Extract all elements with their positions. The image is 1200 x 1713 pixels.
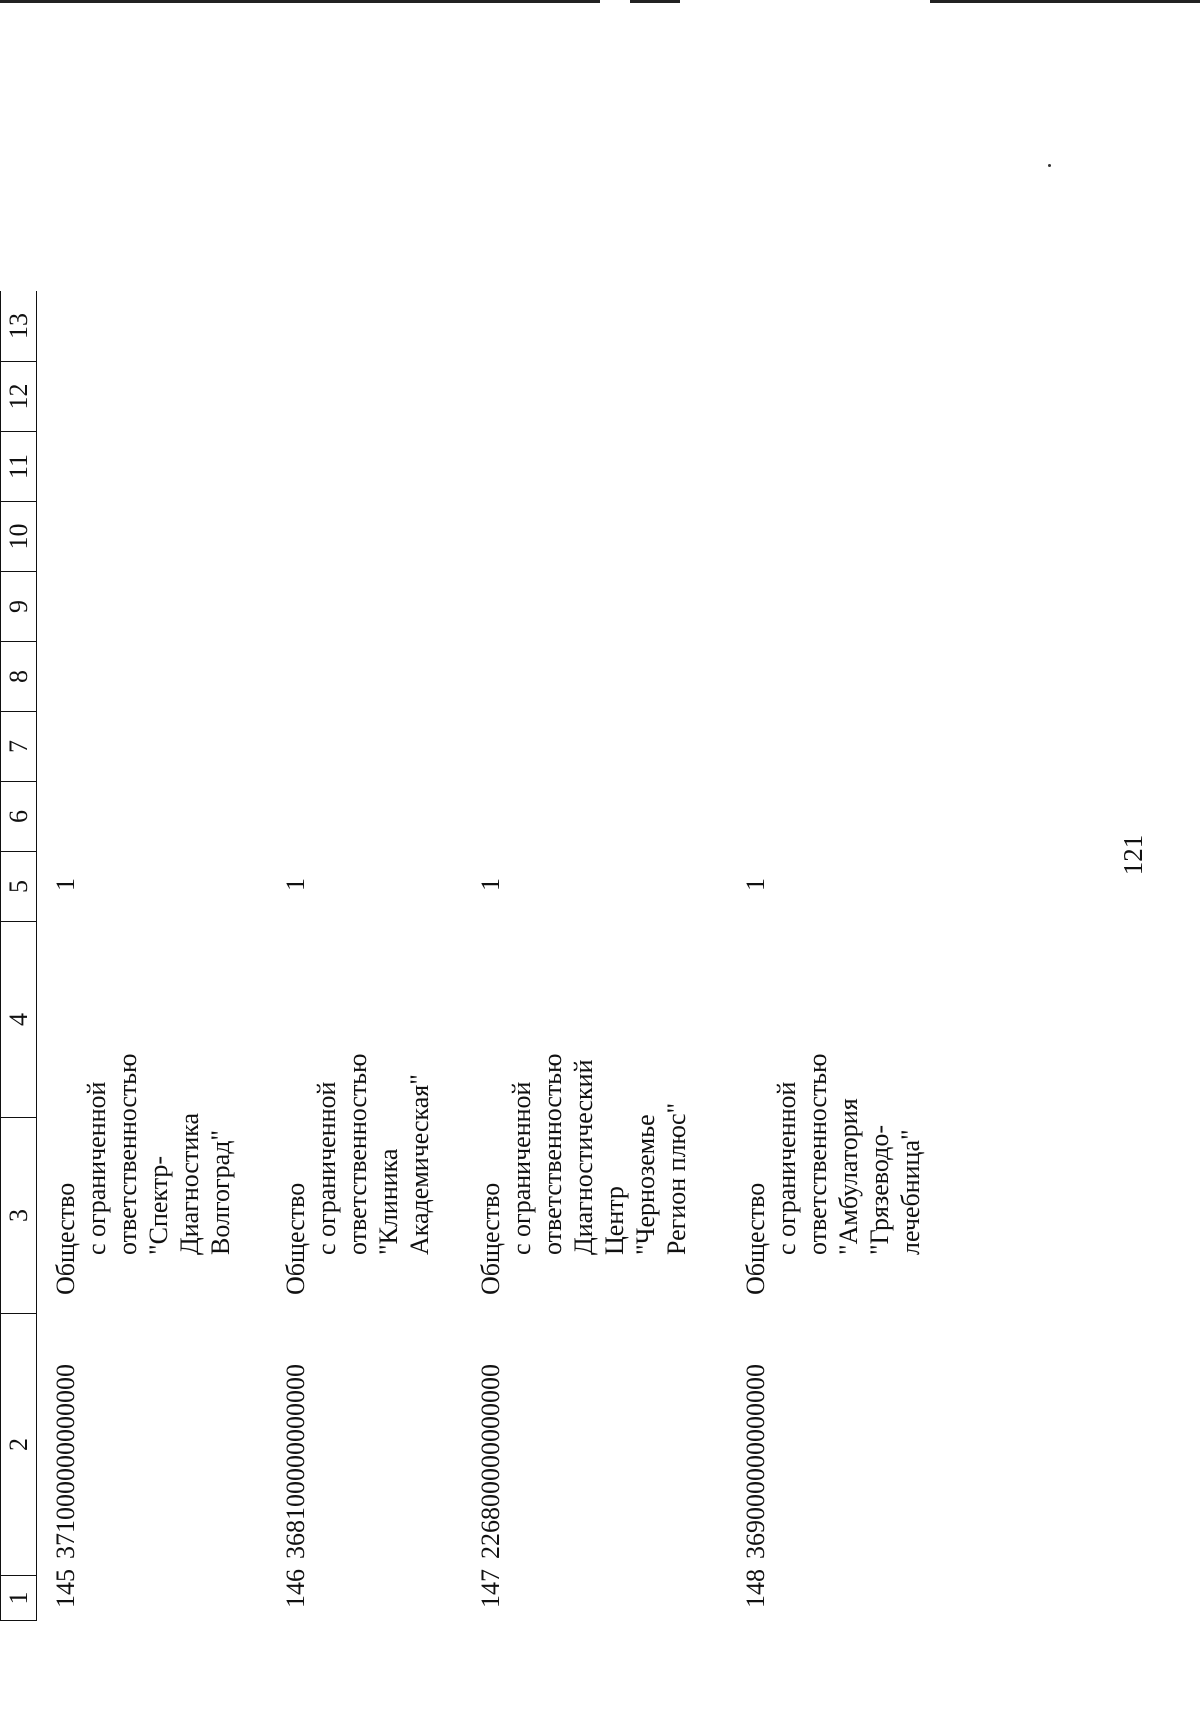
column-header-9: 9	[1, 571, 36, 641]
organization-name-line: "Черноземье	[631, 1114, 660, 1255]
column-header-6: 6	[1, 781, 36, 851]
organization-name-line: Академическая"	[405, 1074, 434, 1255]
organization-name-line: с ограниченной	[772, 1081, 801, 1255]
column-header-4: 4	[1, 921, 36, 1117]
organization-name-line: ответственностью	[343, 1053, 372, 1255]
column-header-5: 5	[1, 851, 36, 921]
row-number: 146	[281, 1569, 310, 1608]
organization-name	[50, 1053, 236, 1295]
organization-name	[280, 1053, 435, 1295]
organization-name-line: лечебница"	[896, 1129, 925, 1255]
organization-code: 226800000000000	[476, 1364, 505, 1559]
organization-name-line: "Спектр-	[144, 1155, 173, 1255]
row-number: 147	[476, 1569, 505, 1608]
organization-code: 368100000000000	[281, 1364, 310, 1559]
organization-name-line: ответственностью	[113, 1053, 142, 1255]
row-number: 148	[741, 1569, 770, 1608]
organization-name-line: Диагностика	[175, 1112, 204, 1255]
scan-speck	[1048, 164, 1051, 167]
organization-code: 371000000000000	[51, 1364, 80, 1559]
organization-name-line: с ограниченной	[507, 1081, 536, 1255]
organization-name-line: с ограниченной	[82, 1081, 111, 1255]
organization-name-line: "Амбулатория	[834, 1098, 863, 1255]
organization-name-line: Общество	[476, 1182, 505, 1295]
column-5-value: 1	[476, 878, 505, 891]
column-5-value: 1	[281, 878, 310, 891]
column-header-12: 12	[1, 361, 36, 431]
organization-name-line: Диагностический	[569, 1059, 598, 1255]
column-header-8: 8	[1, 641, 36, 711]
organization-name-line: Волгоград"	[206, 1129, 235, 1255]
organization-name-line: "Клиника	[374, 1148, 403, 1255]
organization-name-line: с ограниченной	[312, 1081, 341, 1255]
column-header-13: 13	[4, 313, 33, 339]
column-header-10: 10	[1, 501, 36, 571]
column-header-1: 1	[1, 1575, 36, 1621]
column-header-7: 7	[1, 711, 36, 781]
organization-name-line: Общество	[51, 1182, 80, 1295]
column-header-11: 11	[1, 431, 36, 501]
table-header-row	[0, 291, 37, 1621]
organization-name-line: Центр	[600, 1186, 629, 1255]
column-header-3: 3	[1, 1117, 36, 1313]
column-5-value: 1	[741, 878, 770, 891]
column-header-2: 2	[1, 1313, 36, 1575]
organization-name-line: Общество	[741, 1182, 770, 1295]
organization-name-line: ответственностью	[538, 1053, 567, 1255]
row-number: 145	[51, 1569, 80, 1608]
organization-name-line: Общество	[281, 1182, 310, 1295]
column-5-value: 1	[51, 878, 80, 891]
organization-name	[475, 1053, 692, 1295]
page-number: 121	[1118, 834, 1148, 876]
organization-name	[740, 1053, 926, 1295]
organization-name-line: "Грязеводо-	[865, 1124, 894, 1255]
organization-name-line: ответственностью	[803, 1053, 832, 1255]
organization-name-line: Регион плюс"	[662, 1102, 691, 1255]
organization-code: 369000000000000	[741, 1364, 770, 1559]
